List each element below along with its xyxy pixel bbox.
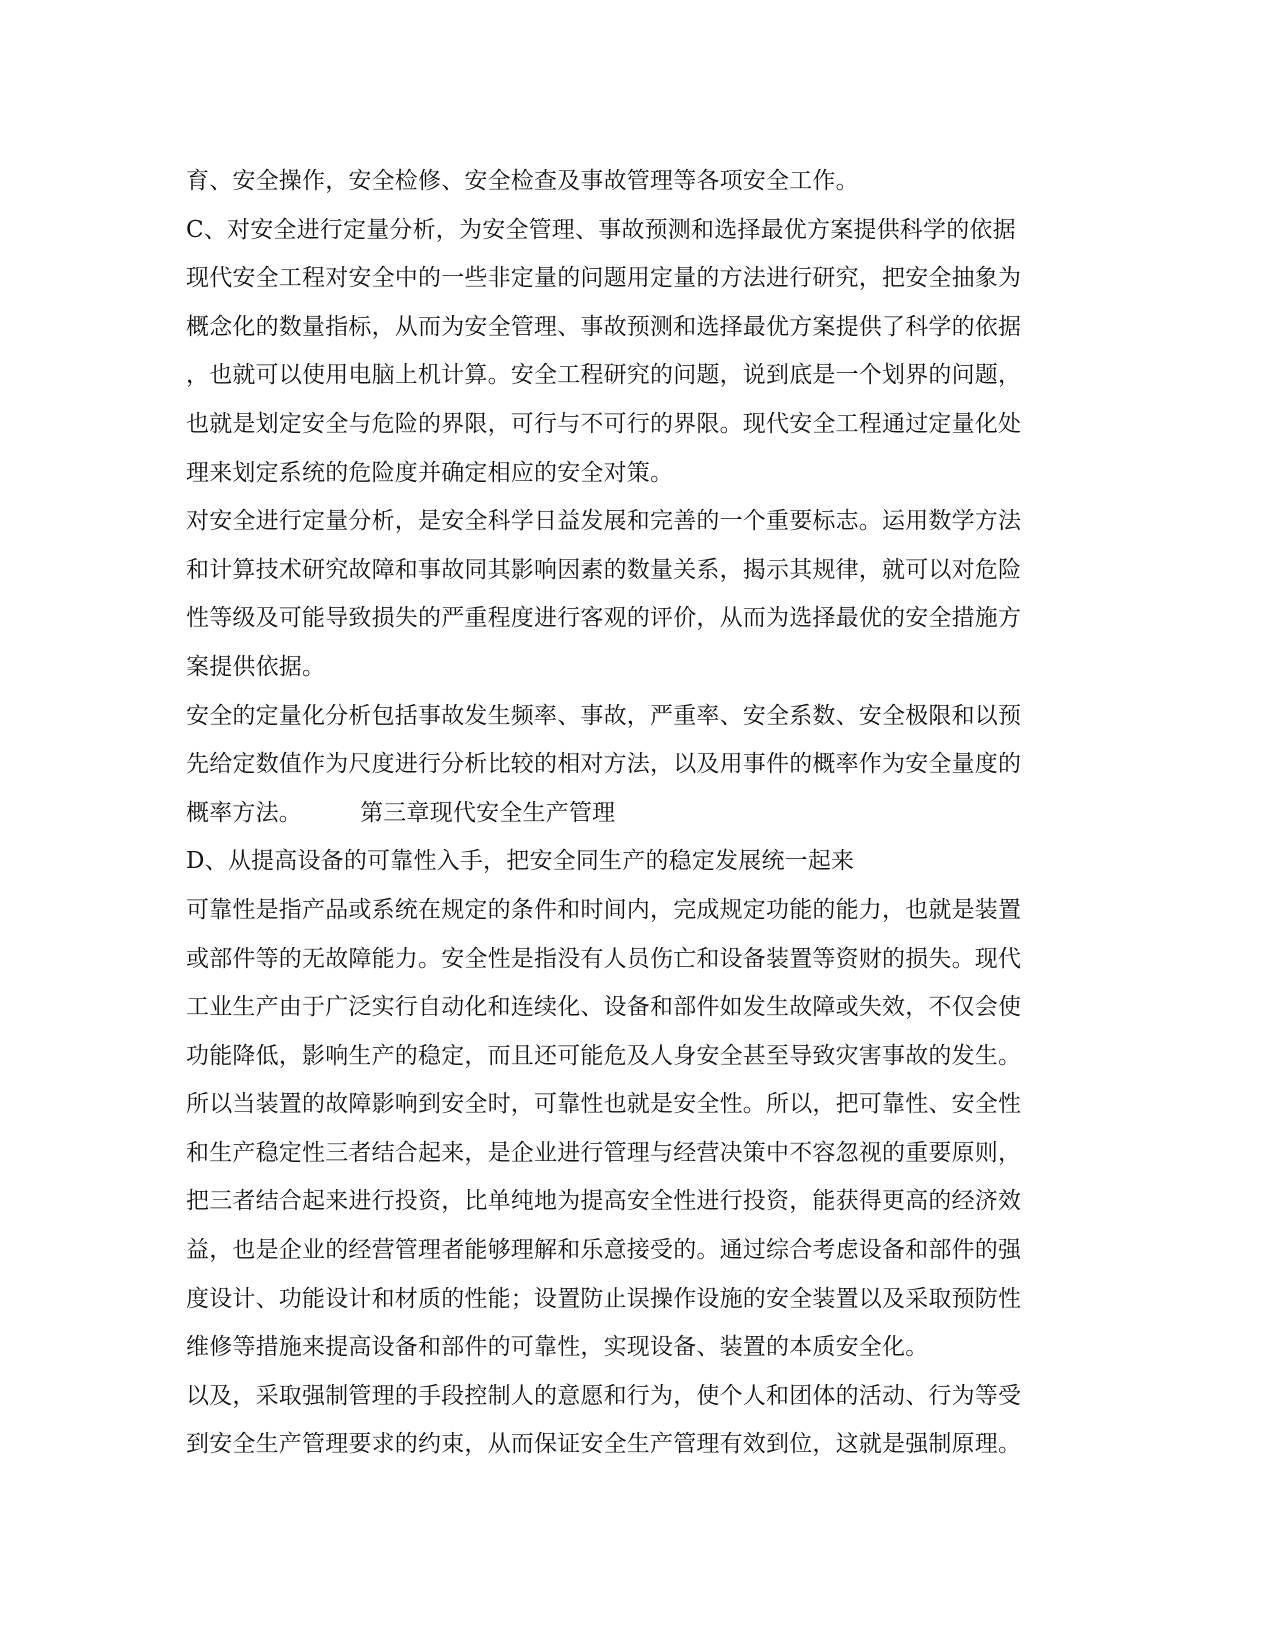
text-line: 概念化的数量指标，从而为安全管理、事故预测和选择最优方案提供了科学的依据 bbox=[186, 313, 1022, 340]
text-line: 以及，采取强制管理的手段控制人的意愿和行为，使个人和团体的活动、行为等受 bbox=[186, 1382, 1022, 1409]
text-line: 和计算技术研究故障和事故同其影响因素的数量关系，揭示其规律，就可以对危险 bbox=[186, 556, 1022, 583]
text-line: 和生产稳定性三者结合起来，是企业进行管理与经营决策中不容忽视的重要原则， bbox=[186, 1139, 1022, 1166]
text-line: 概率方法。 第三章现代安全生产管理 bbox=[186, 799, 616, 826]
section-heading-d: D、从提高设备的可靠性入手，把安全同生产的稳定发展统一起来 bbox=[186, 848, 855, 875]
text-line: 也就是划定安全与危险的界限，可行与不可行的界限。现代安全工程通过定量化处 bbox=[186, 410, 1022, 437]
text-line: 可靠性是指产品或系统在规定的条件和时间内，完成规定功能的能力，也就是装置 bbox=[186, 896, 1022, 923]
text-line: 把三者结合起来进行投资，比单纯地为提高安全性进行投资，能获得更高的经济效 bbox=[186, 1188, 1022, 1215]
text-line: 育、安全操作，安全检修、安全检查及事故管理等各项安全工作。 bbox=[186, 168, 859, 194]
text-line: 案提供依据。 bbox=[186, 653, 326, 680]
text-line: 度设计、功能设计和材质的性能；设置防止误操作设施的安全装置以及采取预防性 bbox=[186, 1285, 1022, 1312]
text-line: 安全的定量化分析包括事故发生频率、事故，严重率、安全系数、安全极限和以预 bbox=[186, 702, 1022, 729]
document-page bbox=[186, 157, 1086, 1469]
text-line: 理来划定系统的危险度并确定相应的安全对策。 bbox=[186, 459, 674, 486]
text-line: 功能降低，影响生产的稳定，而且还可能危及人身安全甚至导致灾害事故的发生。 bbox=[186, 1042, 1022, 1069]
text-line: 现代安全工程对安全中的一些非定量的问题用定量的方法进行研究，把安全抽象为 bbox=[186, 265, 1022, 292]
text-line: 性等级及可能导致损失的严重程度进行客观的评价，从而为选择最优的安全措施方 bbox=[186, 605, 1022, 632]
text-line: 益，也是企业的经营管理者能够理解和乐意接受的。通过综合考虑设备和部件的强 bbox=[186, 1237, 1022, 1264]
section-heading-c: C、对安全进行定量分析，为安全管理、事故预测和选择最优方案提供科学的依据 bbox=[186, 216, 1016, 243]
text-line: ，也就可以使用电脑上机计算。安全工程研究的问题，说到底是一个划界的问题， bbox=[186, 362, 1022, 389]
text-line: 所以当装置的故障影响到安全时，可靠性也就是安全性。所以，把可靠性、安全性 bbox=[186, 1091, 1022, 1118]
text-line: 先给定数值作为尺度进行分析比较的相对方法，以及用事件的概率作为安全量度的 bbox=[186, 751, 1022, 778]
text-line: 到安全生产管理要求的约束，从而保证安全生产管理有效到位，这就是强制原理。 bbox=[186, 1431, 1022, 1458]
text-line: 维修等措施来提高设备和部件的可靠性，实现设备、装置的本质安全化。 bbox=[186, 1334, 929, 1361]
text-line: 或部件等的无故障能力。安全性是指没有人员伤亡和设备装置等资财的损失。现代 bbox=[186, 945, 1022, 972]
text-line: 工业生产由于广泛实行自动化和连续化、设备和部件如发生故障或失效，不仅会使 bbox=[186, 994, 1022, 1021]
text-line: 对安全进行定量分析，是安全科学日益发展和完善的一个重要标志。运用数学方法 bbox=[186, 508, 1022, 535]
